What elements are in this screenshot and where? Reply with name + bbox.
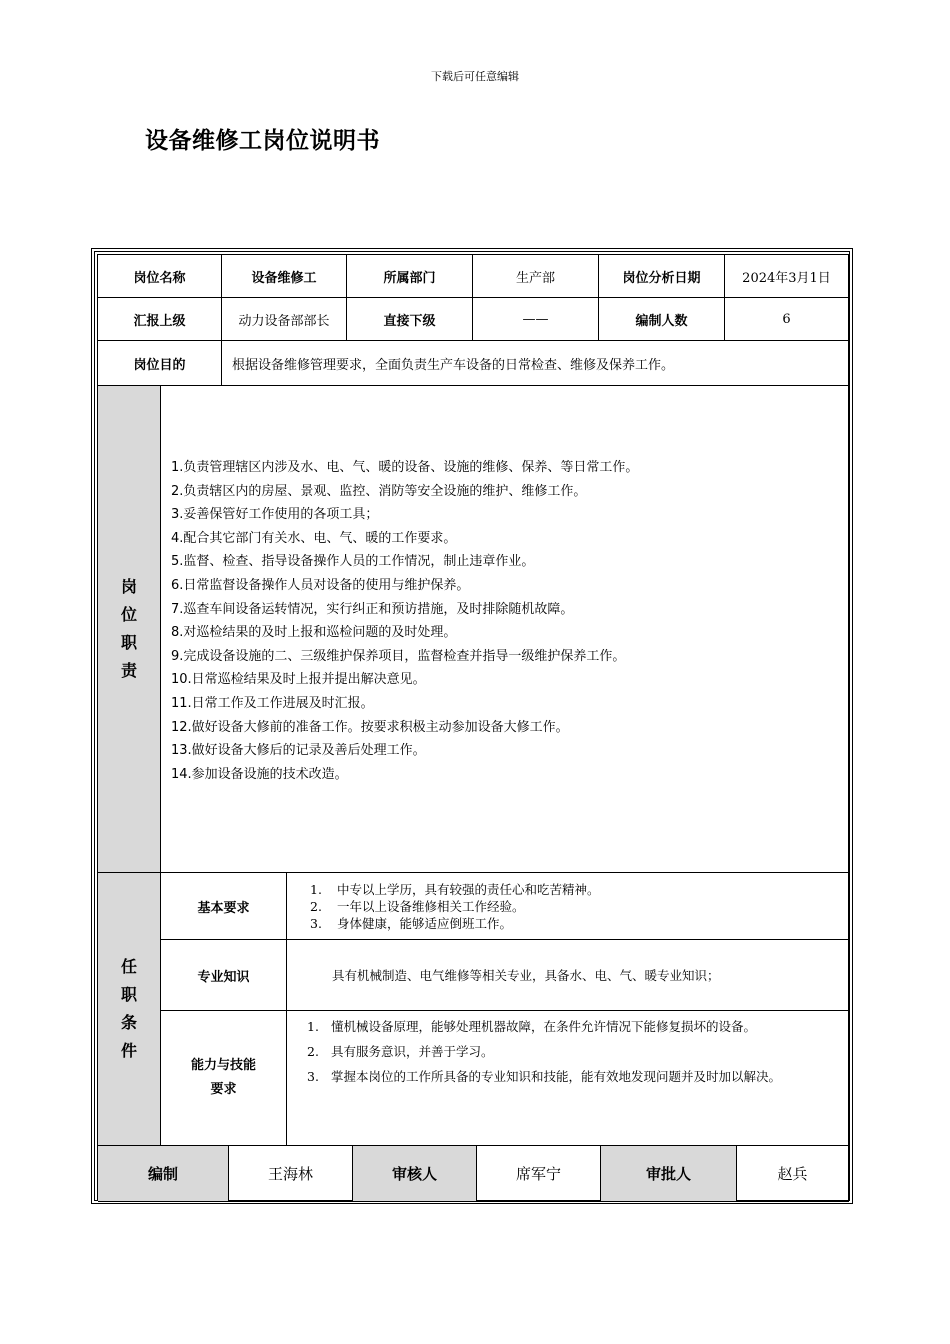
skills-list (287, 1011, 849, 1146)
compiled-by-label: 编制 (98, 1146, 229, 1202)
basic-requirement-item: 1. 中专以上学历，具有较强的责任心和吃苦精神。 (310, 882, 600, 897)
department-value: 生产部 (473, 255, 599, 298)
skill-item: 2. 具有服务意识，并善于学习。 (307, 1044, 494, 1059)
reports-to-value: 动力设备部部长 (222, 298, 347, 341)
duty-item: 9.完成设备设施的二、三级维护保养项目，监督检查并指导一级维护保养工作。 (171, 648, 626, 664)
basic-requirements-label: 基本要求 (161, 873, 287, 940)
duty-item: 7.巡查车间设备运转情况，实行纠正和预访措施，及时排除随机故障。 (171, 601, 574, 617)
purpose-text: 根据设备维修管理要求，全面负责生产车设备的日常检查、维修及保养工作。 (222, 341, 849, 386)
qualifications-label-char: 件 (120, 1041, 137, 1060)
approver-label: 审批人 (601, 1146, 737, 1202)
reviewer-value: 席军宁 (477, 1146, 601, 1202)
duties-label (98, 386, 161, 873)
purpose-label: 岗位目的 (98, 341, 222, 386)
skills-label-line: 要求 (210, 1082, 237, 1097)
compiled-by-value: 王海林 (229, 1146, 353, 1202)
headcount-value: 6 (725, 298, 849, 341)
duty-item: 2.负责辖区内的房屋、景观、监控、消防等安全设施的维护、维修工作。 (171, 483, 587, 499)
department-label: 所属部门 (347, 255, 473, 298)
duties-label-char: 职 (120, 633, 137, 652)
duty-item: 14.参加设备设施的技术改造。 (171, 766, 348, 782)
approver-value: 赵兵 (737, 1146, 849, 1202)
duty-item: 1.负责管理辖区内涉及水、电、气、暖的设备、设施的维修、保养、等日常工作。 (171, 460, 639, 475)
skill-item: 1. 懂机械设备原理，能够处理机器故障，在条件允许情况下能修复损坏的设备。 (307, 1019, 757, 1034)
qualifications-label-char: 任 (120, 957, 137, 976)
duty-item: 4.配合其它部门有关水、电、气、暖的工作要求。 (171, 530, 457, 546)
duty-item: 12.做好设备大修前的准备工作。按要求积极主动参加设备大修工作。 (171, 719, 569, 735)
duty-item: 10.日常巡检结果及时上报并提出解决意见。 (171, 672, 426, 688)
table-grid (97, 254, 850, 1201)
knowledge-text: 具有机械制造、电气维修等相关专业，具备水、电、气、暖专业知识； (287, 940, 849, 1011)
reviewer-label: 审核人 (353, 1146, 477, 1202)
analysis-date-label: 岗位分析日期 (599, 255, 725, 298)
job-description-table (91, 248, 853, 1204)
skill-item: 3. 掌握本岗位的工作所具备的专业知识和技能，能有效地发现问题并及时加以解决。 (307, 1069, 782, 1084)
duties-list (161, 386, 849, 873)
position-name-label: 岗位名称 (98, 255, 222, 298)
qualifications-label (98, 873, 161, 1146)
skills-label-line: 能力与技能 (190, 1058, 256, 1073)
duty-item: 5.监督、检查、指导设备操作人员的工作情况，制止违章作业。 (171, 554, 535, 570)
headcount-label: 编制人数 (599, 298, 725, 341)
basic-requirements-list (287, 873, 849, 940)
duty-item: 11.日常工作及工作进展及时汇报。 (171, 695, 374, 711)
qualifications-label-char: 条 (120, 1013, 137, 1032)
document-title: 设备维修工岗位说明书 (145, 128, 380, 154)
header-note: 下载后可任意编辑 (431, 70, 519, 83)
knowledge-label: 专业知识 (161, 940, 287, 1011)
skills-label (161, 1011, 287, 1146)
analysis-date-value: 2024年3月1日 (725, 255, 849, 298)
duty-item: 3.妥善保管好工作使用的各项工具； (171, 507, 379, 523)
duties-label-char: 位 (120, 605, 137, 624)
position-name-value: 设备维修工 (222, 255, 347, 298)
qualifications-label-char: 职 (120, 985, 137, 1004)
basic-requirement-item: 3. 身体健康，能够适应倒班工作。 (310, 916, 513, 931)
reports-to-label: 汇报上级 (98, 298, 222, 341)
basic-requirement-item: 2. 一年以上设备维修相关工作经验。 (310, 899, 525, 914)
duty-item: 6.日常监督设备操作人员对设备的使用与维护保养。 (171, 577, 470, 593)
duties-label-char: 责 (120, 661, 137, 680)
direct-subordinate-label: 直接下级 (347, 298, 473, 341)
direct-subordinate-value: —— (473, 298, 599, 341)
duties-label-char: 岗 (120, 577, 137, 596)
duty-item: 8.对巡检结果的及时上报和巡检问题的及时处理。 (171, 625, 457, 641)
duty-item: 13.做好设备大修后的记录及善后处理工作。 (171, 743, 426, 759)
